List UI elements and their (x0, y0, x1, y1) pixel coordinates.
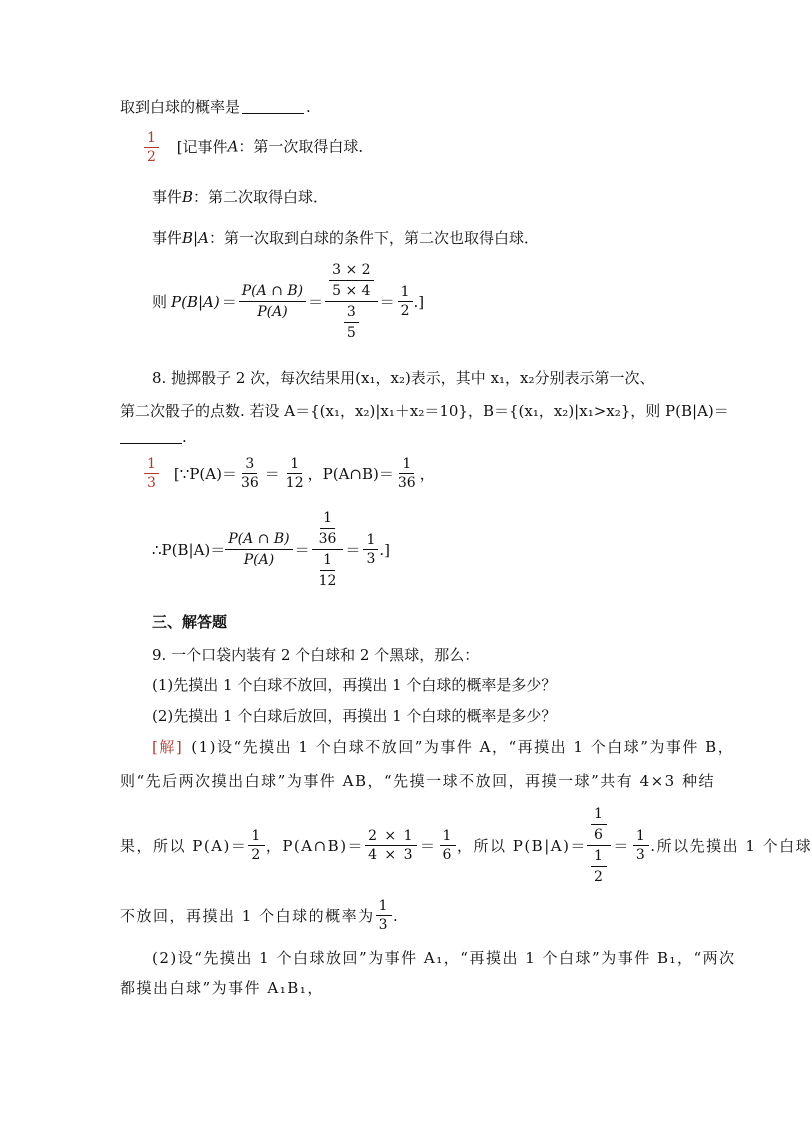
result-fraction: $\frac{1}{3}$ (363, 532, 378, 567)
p7-answer-fraction: $\frac{1}{2}$ (144, 130, 159, 165)
p8-solution-line1: $\frac{1}{3}$ [∵P(A)＝ $\frac{3}{36}$ ＝ $\frac{1}{12}$ ，P(A∩B)＝ $\frac{1}{36}$ ， (143, 456, 435, 491)
fraction-1-12: $\frac{1}{12}$ (285, 456, 304, 491)
p7-answer-line: $\frac{1}{2}$ [记事件A：第一次取得白球． (143, 130, 373, 165)
p8-answer-blank-line: . (120, 427, 187, 447)
p8-answer-fraction: $\frac{1}{3}$ (144, 456, 159, 491)
p9-part2-line2: 都摸出白球”为事件 A₁B₁， (120, 979, 324, 997)
p9-solution-line4: 不放回，再摸出 1 个白球的概率为 $\frac{1}{3}$ . (120, 898, 400, 933)
p9-solution-line3: 果，所以 P(A)＝ $\frac{1}{2}$ ，P(A∩B)＝ $\frac{2 \times 1}{4 \times 3}$ ＝ $\frac{1}{6}$ ，所以 P(B|A)＝ $\frac{\frac{1}{6}}{\frac{1}{2}}$ ＝ $\frac{1}{3}$ .所以先摸出 1 个白球 (120, 805, 812, 885)
fraction-2x1-4x3: $\frac{2 \times 1}{4 \times 3}$ (365, 828, 417, 863)
p7-stem: 取到白球的概率是 . (120, 98, 311, 116)
p9-question-1: (1)先摸出 1 个白球不放回，再摸出 1 个白球的概率是多少？ (152, 676, 557, 694)
p8-stem-line2: 第二次骰子的点数. 若设 A＝{(x₁，x₂)|x₁＋x₂＝10}，B＝{(x₁，x₂)|x₁>x₂}，则 P(B|A)＝ (120, 402, 729, 420)
result-fraction: $\frac{1}{3}$ (633, 828, 649, 863)
section-title: 三、解答题 (152, 613, 228, 631)
p9-part2-line1: (2)设“先摸出 1 个白球放回”为事件 A₁，“再摸出 1 个白球”为事件 B₁，“两次 (152, 949, 736, 967)
p9-solution-line1: [解] (1)设“先摸出 1 个白球不放回”为事件 A，“再摸出 1 个白球”为事件 B， (152, 738, 735, 756)
p9-question-2: (2)先摸出 1 个白球后放回，再摸出 1 个白球的概率是多少？ (152, 707, 557, 725)
compound-fraction: $\frac{\frac{1}{6}}{\frac{1}{2}}$ (587, 806, 611, 885)
answer-blank (120, 442, 182, 444)
p7-event-b: 事件B：第二次取得白球． (152, 188, 329, 206)
fraction-1-36: $\frac{1}{36}$ (397, 456, 416, 491)
p7-formula: 则 P(B|A) ＝ $\frac{P(A \cap B)}{P(A)}$ ＝ $\frac{\frac{3 \times 2}{5 \times 4}}{\frac{3}{5}}$ ＝ $\frac{1}{2}$ .] (152, 262, 425, 341)
fraction-1-6: $\frac{1}{6}$ (440, 828, 456, 863)
p9-solution-line2: 则“先后两次摸出白球”为事件 AB，“先摸一球不放回，再摸一球”共有 4×3 种结 (120, 772, 715, 790)
p9-stem: 9. 一个口袋内装有 2 个白球和 2 个黑球，那么： (152, 646, 480, 664)
p8-stem-line1: 8. 抛掷骰子 2 次，每次结果用(x₁，x₂)表示，其中 x₁，x₂分别表示第一次、 (152, 369, 655, 387)
conditional-fraction: $\frac{P(A \cap B)}{P(A)}$ (225, 531, 292, 568)
p7-event-ba: 事件B|A：第一次取到白球的条件下，第二次也取得白球． (152, 229, 539, 247)
compound-fraction: $\frac{\frac{1}{36}}{\frac{1}{12}}$ (312, 510, 344, 589)
answer-blank (242, 112, 304, 114)
compound-fraction: $\frac{\frac{3 \times 2}{5 \times 4}}{\frac{3}{5}}$ (325, 262, 377, 341)
result-fraction: $\frac{1}{2}$ (398, 284, 413, 319)
solution-tag: [解] (152, 738, 184, 756)
fraction-1-2: $\frac{1}{2}$ (248, 828, 264, 863)
fraction-1-3: $\frac{1}{3}$ (376, 898, 392, 933)
p8-solution-line2: ∴P(B|A)＝ $\frac{P(A \cap B)}{P(A)}$ ＝ $\frac{\frac{1}{36}}{\frac{1}{12}}$ ＝ $\frac{1}{3}$ .] (152, 510, 391, 589)
conditional-fraction: $\frac{P(A \cap B)}{P(A)}$ (239, 283, 306, 320)
fraction-3-36: $\frac{3}{36}$ (240, 456, 259, 491)
